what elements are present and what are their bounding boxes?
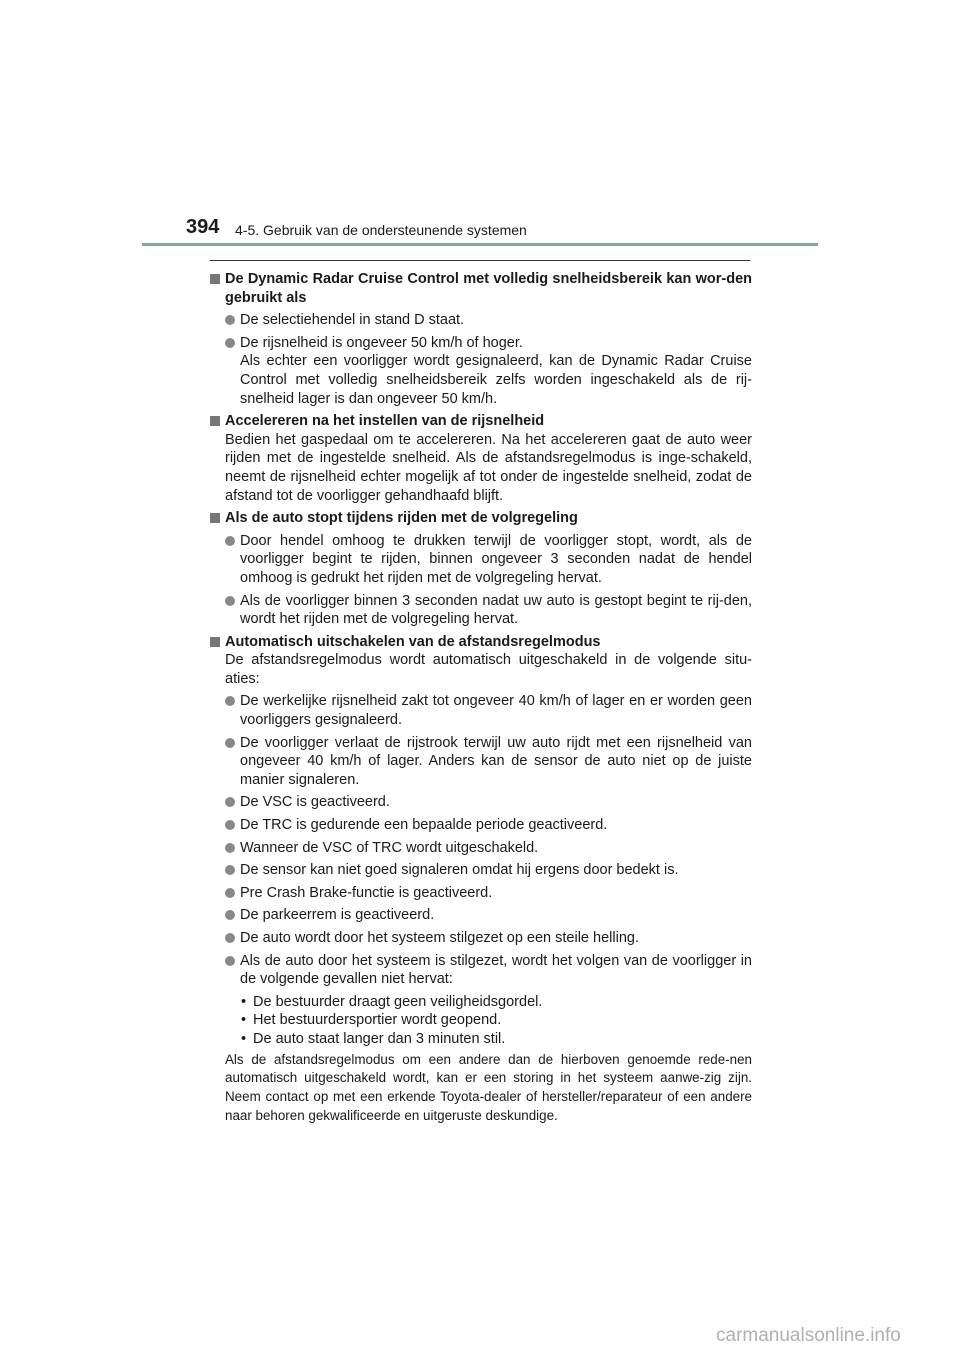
- round-bullet-icon: [225, 738, 235, 748]
- list-item-continuation: Als echter een voorligger wordt gesignaleerd, kan de Dynamic Radar Cruise Control met volledig snelheidsbereik zelfs worden ingeschakeld als de rij-snelheid lager is dan ongeveer 50 km/h.: [240, 353, 752, 407]
- section-intro: De afstandsregelmodus wordt automatisch uitgeschakeld in de volgende situ-aties:: [225, 652, 752, 687]
- list-item: [210, 861, 752, 880]
- list-item: [210, 793, 752, 812]
- list-item: [210, 952, 752, 989]
- sub-list-item-text: De bestuurder draagt geen veiligheidsgordel.: [253, 993, 543, 1010]
- section-heading: [210, 633, 752, 652]
- round-bullet-icon: [225, 933, 235, 943]
- sub-list-item: [210, 993, 752, 1012]
- section-title: De Dynamic Radar Cruise Control met volledig snelheidsbereik kan wor-den gebruikt als: [225, 271, 752, 306]
- page-header: [0, 0, 960, 250]
- square-bullet-icon: [210, 274, 220, 284]
- round-bullet-icon: [225, 865, 235, 875]
- page-content: [210, 266, 752, 1126]
- round-bullet-icon: [225, 596, 235, 606]
- list-item: [210, 816, 752, 835]
- watermark: carmanualsonline.info: [716, 1325, 901, 1346]
- list-item: [210, 906, 752, 925]
- list-item: [210, 929, 752, 948]
- list-item-text: Pre Crash Brake-functie is geactiveerd.: [240, 884, 493, 901]
- list-item: [210, 734, 752, 790]
- list-item-text: De auto wordt door het systeem stilgezet op een steile helling.: [240, 930, 639, 946]
- section-body: Bedien het gaspedaal om te accelereren. Na het accelereren gaat de auto weer rijden met de ingestelde snelheid. Als de afstandsregelmodus is inge-schakeld, neemt de rijsnelheid echter mogelijk af tot onder de ingestelde snelheid, zodat de afstand tot de voorligger gehandhaafd blijft.: [225, 431, 752, 504]
- sub-bullet-marker: •: [241, 993, 247, 1010]
- round-bullet-icon: [225, 956, 235, 966]
- list-item-text: De sensor kan niet goed signaleren omdat hij ergens door bedekt is.: [240, 862, 679, 879]
- page-number: 394: [186, 216, 220, 238]
- section-heading: [210, 412, 752, 431]
- sub-bullet-marker: •: [241, 1030, 247, 1047]
- section-title: Als de auto stopt tijdens rijden met de volgregeling: [225, 510, 578, 527]
- list-item-text: Wanneer de VSC of TRC wordt uitgeschakeld.: [240, 839, 539, 856]
- chapter-title: 4-5. Gebruik van de ondersteunende systemen: [235, 222, 527, 238]
- round-bullet-icon: [225, 797, 235, 807]
- square-bullet-icon: [210, 416, 220, 426]
- sub-list-item: [210, 1030, 752, 1049]
- list-item-text: De VSC is geactiveerd.: [240, 794, 390, 811]
- list-item: [210, 592, 752, 629]
- content-divider: [210, 260, 750, 261]
- round-bullet-icon: [225, 338, 235, 348]
- list-item-text: Als de auto door het systeem is stilgezet, wordt het volgen van de voorligger in de volgende gevallen niet hervat:: [240, 952, 752, 988]
- list-item: [210, 311, 752, 330]
- sub-list: [210, 993, 752, 1049]
- round-bullet-icon: [225, 696, 235, 706]
- round-bullet-icon: [225, 843, 235, 853]
- section-title: Accelereren na het instellen van de rijsnelheid: [225, 413, 545, 430]
- list-item-text: De TRC is gedurende een bepaalde periode geactiveerd.: [240, 817, 608, 834]
- round-bullet-icon: [225, 888, 235, 898]
- section-heading: [210, 270, 752, 307]
- list-item-text: Als de voorligger binnen 3 seconden nadat uw auto is gestopt begint te rij-den, wordt het rijden met de volgregeling hervat.: [240, 592, 752, 628]
- list-item-text: De werkelijke rijsnelheid zakt tot ongeveer 40 km/h of lager en er worden geen voorliggers gesignaleerd.: [240, 693, 752, 729]
- list-item-text: De parkeerrem is geactiveerd.: [240, 907, 435, 924]
- list-item-text: De voorligger verlaat de rijstrook terwijl uw auto rijdt met een rijsnelheid van ongeveer 40 km/h of lager. Anders kan de sensor de auto niet op de juiste manier signaleren.: [240, 734, 752, 788]
- section-title: Automatisch uitschakelen van de afstandsregelmodus: [225, 633, 601, 650]
- square-bullet-icon: [210, 637, 220, 647]
- list-item-text: De rijsnelheid is ongeveer 50 km/h of hoger.: [240, 334, 523, 351]
- section-heading: [210, 509, 752, 528]
- sub-list-item-text: De auto staat langer dan 3 minuten stil.: [253, 1030, 506, 1047]
- header-divider: [142, 243, 818, 246]
- list-item: [210, 334, 752, 408]
- round-bullet-icon: [225, 820, 235, 830]
- list-item-text: Door hendel omhoog te drukken terwijl de voorligger stopt, wordt, als de voorligger begint te rijden, binnen ongeveer 3 seconden nadat de hendel omhoog is gedrukt het rijden met de volgregeling hervat.: [240, 532, 752, 586]
- list-item: [210, 692, 752, 729]
- list-item: [210, 884, 752, 903]
- list-item: [210, 532, 752, 588]
- round-bullet-icon: [225, 315, 235, 325]
- note-paragraph: Als de afstandsregelmodus om een andere dan de hierboven genoemde rede-nen automatisch uitgeschakeld wordt, kan er een storing in het systeem aanwe-zig zijn. Neem contact op met een erkende Toyota-dealer of hersteller/reparateur of een andere naar behoren gekwalificeerde en uitgeruste deskundige.: [225, 1051, 752, 1123]
- sub-list-item: [210, 1011, 752, 1030]
- sub-list-item-text: Het bestuurdersportier wordt geopend.: [253, 1012, 502, 1029]
- sub-bullet-marker: •: [241, 1012, 247, 1029]
- round-bullet-icon: [225, 536, 235, 546]
- list-item: [210, 839, 752, 858]
- list-item-text: De selectiehendel in stand D staat.: [240, 312, 465, 329]
- round-bullet-icon: [225, 910, 235, 920]
- square-bullet-icon: [210, 513, 220, 523]
